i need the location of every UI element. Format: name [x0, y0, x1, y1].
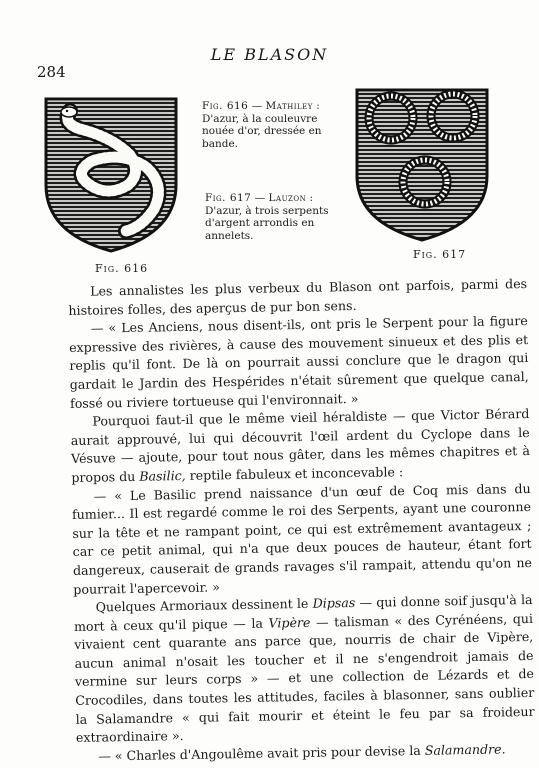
paragraph-5 [74, 591, 536, 748]
caption-617-text: D'azur, à trois serpents d'argent arrondis en annelets. [205, 204, 329, 242]
paragraph-3-a: Pourquoi faut-il que le même vieil héraldiste — que Victor Bérard aurait approuvé, lui qui découvrit l'œil ardent du Cyclope dans le Vésuve — ajoute, pour tout nous gâter, dans les mêmes chapitres et à propos du [70, 406, 531, 485]
term-vipere: Vipère [268, 614, 311, 631]
paragraph-2: — « Les Anciens, nous disent-ils, ont pris le Serpent pour la figure expressive des rivières, à cause des mouvement sinueux et des plis et replis qu'il font. De là on pourrait aussi conclure que le dragon qui gardait le Jardin des Hespérides n'était sûrement que quelque canal, fossé ou riviere tortueuse qui l'environnait. » [68, 313, 529, 411]
page-number: 284 [37, 63, 66, 81]
term-dipsas: Dipsas [312, 595, 356, 611]
caption-616-name: Mathiley [265, 100, 313, 112]
caption-616: Fig. 616 — Mathiley : D'azur, à la couleuvre nouée d'or, dressée en bande. [202, 100, 322, 150]
body-text [68, 275, 535, 766]
shield-617-three-rings-image [353, 84, 491, 244]
caption-617-number: Fig. 617 [205, 192, 252, 204]
paragraph-5-a: Quelques Armoriaux dessinent le [95, 595, 313, 615]
paragraph-4: — « Le Basilic prend naissance d'un œuf de Coq mis dans du fumier... Il est regardé comme le roi des Serpents, ayant une couronne sur la tête et ne rampant point, ce qui est extrêmement avantageux ; car ce petit animal, qui n'a que deux pouces de hauteur, étant fort dangereux, causerait de grands ravages s'il rampait, attendu qu'on ne pourrait l'apercevoir. » [71, 480, 533, 597]
paragraph-5-c: — talisman « des Cyrénéens, qui vivaient cent quarante ans parce que, nourris de chair de Vipère, aucun animal n'osait les toucher et il ne s'engendroit jamais de vermine sur leurs corps » — et une collection de Lézards et de Crocodiles, dans toutes les attitudes, faciles à blasonner, sans oublier la Salamandre « qui fait mourir et éteint le feu par sa froideur extraordinaire ». [74, 610, 535, 746]
paragraph-1: Les annalistes les plus verbeux du Blason ont parfois, parmi des histoires folles, des aperçus de pur bon sens. [68, 275, 528, 318]
caption-617-name: Lauzon [268, 192, 307, 204]
paragraph-6-a: — « Charles d'Angoulême avait pris pour devise la [98, 742, 425, 764]
fig-616-label: Fig. 616 [95, 262, 149, 275]
caption-617: Fig. 617 — Lauzon : D'azur, à trois serpents d'argent arrondis en annelets. [205, 192, 329, 242]
paragraph-5-b: — qui donne soif jusqu'à la mort à ceux qu'il pique — la [73, 592, 533, 634]
paragraph-3-b: reptile fabuleux et inconcevable : [185, 464, 404, 483]
term-basilic: Basilic, [139, 467, 186, 484]
running-title: LE BLASON [210, 45, 329, 64]
caption-616-text: D'azur, à la couleuvre nouée d'or, dressée en bande. [202, 112, 322, 150]
fig-617-label: Fig. 617 [413, 248, 467, 261]
caption-616-number: Fig. 616 [202, 100, 249, 112]
shield-616-coiled-snake-image [42, 93, 180, 255]
term-salamandre: Salamandre. [424, 741, 506, 758]
paragraph-3 [70, 405, 530, 487]
